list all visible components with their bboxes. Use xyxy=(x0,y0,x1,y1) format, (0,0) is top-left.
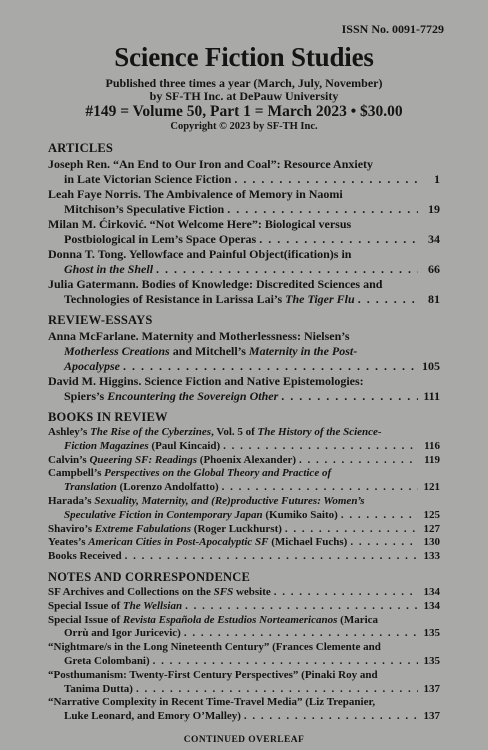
issn-number: ISSN No. 0091-7729 xyxy=(341,22,444,36)
entry-title-italic: Fiction Magazines xyxy=(64,439,149,452)
entry-title-line: Books Received xyxy=(48,550,122,563)
entry-title-italic: American Cities in Post-Apocalyptic SF xyxy=(88,536,269,549)
entry-title-italic: Speculative Fiction in Contemporary Japan xyxy=(64,508,263,521)
entry-title-line: Calvin’s xyxy=(48,453,90,466)
page-number: 137 xyxy=(423,710,440,723)
leader-dots xyxy=(224,202,418,217)
entry-title-line: Leah Faye Norris. The Ambivalence of Memory in Naomi xyxy=(48,187,343,201)
entry-title-line: Milan M. Ćirković. “Not Welcome Here”: Biological versus xyxy=(48,217,352,231)
leader-dots xyxy=(338,509,418,523)
entry-title-italic: SFS xyxy=(213,585,234,598)
table-of-contents xyxy=(48,135,440,724)
entry-title-line: Anna McFarlane. Maternity and Motherlessness: Nielsen’s xyxy=(48,329,350,343)
page-number: 121 xyxy=(423,481,440,494)
page-number: 66 xyxy=(428,262,440,276)
page-number: 125 xyxy=(423,508,440,521)
toc-entry[interactable] xyxy=(48,550,440,564)
toc-entry[interactable] xyxy=(48,696,440,724)
leader-dots xyxy=(296,454,418,468)
issue-info: #149 = Volume 50, Part 1 = March 2023 • $30.00 xyxy=(85,103,403,120)
entry-title-cont: (Marica xyxy=(337,613,379,626)
leader-dots xyxy=(120,359,418,374)
toc-entry[interactable] xyxy=(48,536,440,550)
section-heading-books-in-review: BOOKS IN REVIEW xyxy=(48,410,168,424)
entry-title-cont: Technologies of Resistance in Larissa Lai’s xyxy=(64,292,286,306)
page-number: 137 xyxy=(423,682,440,695)
toc-entry[interactable] xyxy=(48,329,440,374)
leader-dots xyxy=(181,627,418,641)
continued-overleaf-note: CONTINUED OVERLEAF xyxy=(183,735,305,745)
toc-entry[interactable] xyxy=(48,426,440,454)
copyright: Copyright © 2023 by SF-TH Inc. xyxy=(170,121,318,132)
entry-title-line: Ashley’s xyxy=(48,426,91,438)
toc-entry[interactable] xyxy=(48,614,440,642)
entry-title-italic: The Rise of the Cyberzines xyxy=(90,426,212,438)
entry-title-italic: Translation xyxy=(64,481,117,494)
publication-info-line2: by SF-TH Inc. at DePauw University xyxy=(149,89,339,103)
section-heading-articles: ARTICLES xyxy=(48,141,114,155)
entry-reviewer: Orrù and Igor Juricevic) xyxy=(64,627,181,640)
page-number: 119 xyxy=(424,453,440,466)
toc-entry[interactable] xyxy=(48,600,440,614)
entry-title-line: Donna T. Tong. Yellowface and Painful Object(ification)s in xyxy=(48,247,352,261)
page-number: 116 xyxy=(424,439,440,452)
toc-entry[interactable] xyxy=(48,277,440,307)
page-number: 133 xyxy=(423,550,440,563)
entry-reviewer: (Paul Kincaid) xyxy=(148,439,221,452)
entry-reviewer: (Lorenzo Andolfatto) xyxy=(116,481,219,494)
toc-entry[interactable] xyxy=(48,641,440,669)
toc-entry[interactable] xyxy=(48,586,440,600)
entry-reviewer: Tanima Dutta) xyxy=(64,682,133,695)
entry-title-italic: Encountering the Sovereign Other xyxy=(107,389,279,403)
leader-dots xyxy=(271,586,418,600)
entry-title-italic: The Tiger Flu xyxy=(285,292,355,306)
entry-title-line: Harada’s xyxy=(48,494,95,507)
publication-info-line1: Published three times a year (March, July, November) xyxy=(105,76,383,90)
page-number: 34 xyxy=(428,232,440,246)
leader-dots xyxy=(347,536,418,550)
entry-title-line: Campbell’s xyxy=(48,467,105,480)
toc-entry[interactable] xyxy=(48,467,440,495)
entry-reviewer: Luke Leonard, and Emory O’Malley) xyxy=(64,710,241,723)
entry-title-italic: Apocalypse xyxy=(64,359,120,373)
page-number: 135 xyxy=(423,654,440,667)
entry-reviewer: (Roger Luckhurst) xyxy=(191,522,282,535)
section-heading-notes: NOTES AND CORRESPONDENCE xyxy=(48,569,251,584)
entry-title-cont: Spiers’s xyxy=(64,389,108,403)
entry-title-italic: The History of the Science- xyxy=(257,426,382,438)
toc-entry[interactable] xyxy=(48,157,440,187)
entry-title-cont: Ghost in the Shell xyxy=(64,262,154,276)
page-number: 1 xyxy=(434,172,440,186)
entry-title-line: Julia Gatermann. Bodies of Knowledge: Discredited Sciences and xyxy=(48,277,383,291)
toc-entry[interactable] xyxy=(48,187,440,217)
journal-title: Science Fiction Studies xyxy=(114,42,374,72)
leader-dots xyxy=(182,600,418,614)
page-number: 134 xyxy=(423,599,440,612)
page-number: 127 xyxy=(423,522,440,535)
leader-dots xyxy=(355,292,418,307)
entry-title-cont: website xyxy=(233,585,271,598)
page-number: 130 xyxy=(423,536,440,549)
page-number: 105 xyxy=(422,359,440,373)
leader-dots xyxy=(278,389,418,404)
entry-title-italic: Perspectives on the Global Theory and Practice of xyxy=(104,467,332,480)
leader-dots xyxy=(241,710,418,724)
entry-title-italic: Sexuality, Maternity, and (Re)productive Futures: Women’s xyxy=(94,494,365,507)
entry-title-italic: Queering SF: Readings xyxy=(89,453,198,466)
leader-dots xyxy=(133,683,418,697)
toc-entry[interactable] xyxy=(48,454,440,468)
entry-reviewer: Greta Colombani) xyxy=(64,654,150,667)
leader-dots xyxy=(122,550,418,564)
leader-dots xyxy=(220,440,418,454)
toc-entry[interactable] xyxy=(48,523,440,537)
entry-title-line: “Nightmare/s in the Long Nineteenth Century” (Frances Clemente and xyxy=(48,641,381,654)
page-number: 111 xyxy=(423,389,440,403)
entry-title-line: “Narrative Complexity in Recent Time-Travel Media” (Liz Trepanier, xyxy=(48,696,376,709)
toc-entry[interactable] xyxy=(48,247,440,277)
entry-title-italic: Motherless Creations xyxy=(64,344,170,358)
toc-entry[interactable] xyxy=(48,374,440,404)
entry-title-cont: and Mitchell’s xyxy=(169,344,249,358)
page-number: 19 xyxy=(428,202,440,216)
entry-title-italic: Maternity in the Post- xyxy=(248,344,358,358)
entry-title-italic: Extreme Fabulations xyxy=(94,522,192,535)
leader-dots xyxy=(256,232,418,247)
entry-title-italic: The Wellsian xyxy=(122,599,183,612)
entry-title-line: Joseph Ren. “An End to Our Iron and Coal”: Resource Anxiety xyxy=(48,157,374,171)
entry-title-cont: , Vol. 5 of xyxy=(211,426,258,438)
entry-title-line: SF Archives and Collections on the xyxy=(48,585,214,598)
entry-reviewer: (Michael Fuchs) xyxy=(268,536,348,549)
entry-title-line: “Posthumanism: Twenty-First Century Perspectives” (Pinaki Roy and xyxy=(48,668,378,681)
toc-entry[interactable] xyxy=(48,217,440,247)
entry-title-line: Special Issue of xyxy=(48,599,123,612)
entry-reviewer: (Phoenix Alexander) xyxy=(197,453,297,466)
entry-title-line: Yeates’s xyxy=(48,536,89,549)
entry-title-cont: Postbiological in Lem’s Space Operas xyxy=(64,232,257,246)
page-number: 135 xyxy=(423,627,440,640)
entry-title-cont: Mitchison’s Speculative Fiction xyxy=(64,202,225,216)
entry-title-line: Shaviro’s xyxy=(48,522,95,535)
page-number: 134 xyxy=(423,585,440,598)
leader-dots xyxy=(219,481,418,495)
leader-dots xyxy=(282,523,418,537)
toc-entry[interactable] xyxy=(48,495,440,523)
toc-entry[interactable] xyxy=(48,669,440,697)
entry-title-cont: in Late Victorian Science Fiction xyxy=(64,172,232,186)
leader-dots xyxy=(153,262,418,277)
leader-dots xyxy=(150,655,418,669)
section-heading-review-essays: REVIEW-ESSAYS xyxy=(48,313,153,327)
entry-title-line: Special Issue of xyxy=(48,613,123,626)
entry-title-italic: Revista Española de Estudios Norteamericanos xyxy=(122,613,338,626)
leader-dots xyxy=(231,172,418,187)
entry-title-line: David M. Higgins. Science Fiction and Native Epistemologies: xyxy=(48,374,364,388)
page-number: 81 xyxy=(428,292,440,306)
entry-reviewer: (Kumiko Saito) xyxy=(262,508,338,521)
